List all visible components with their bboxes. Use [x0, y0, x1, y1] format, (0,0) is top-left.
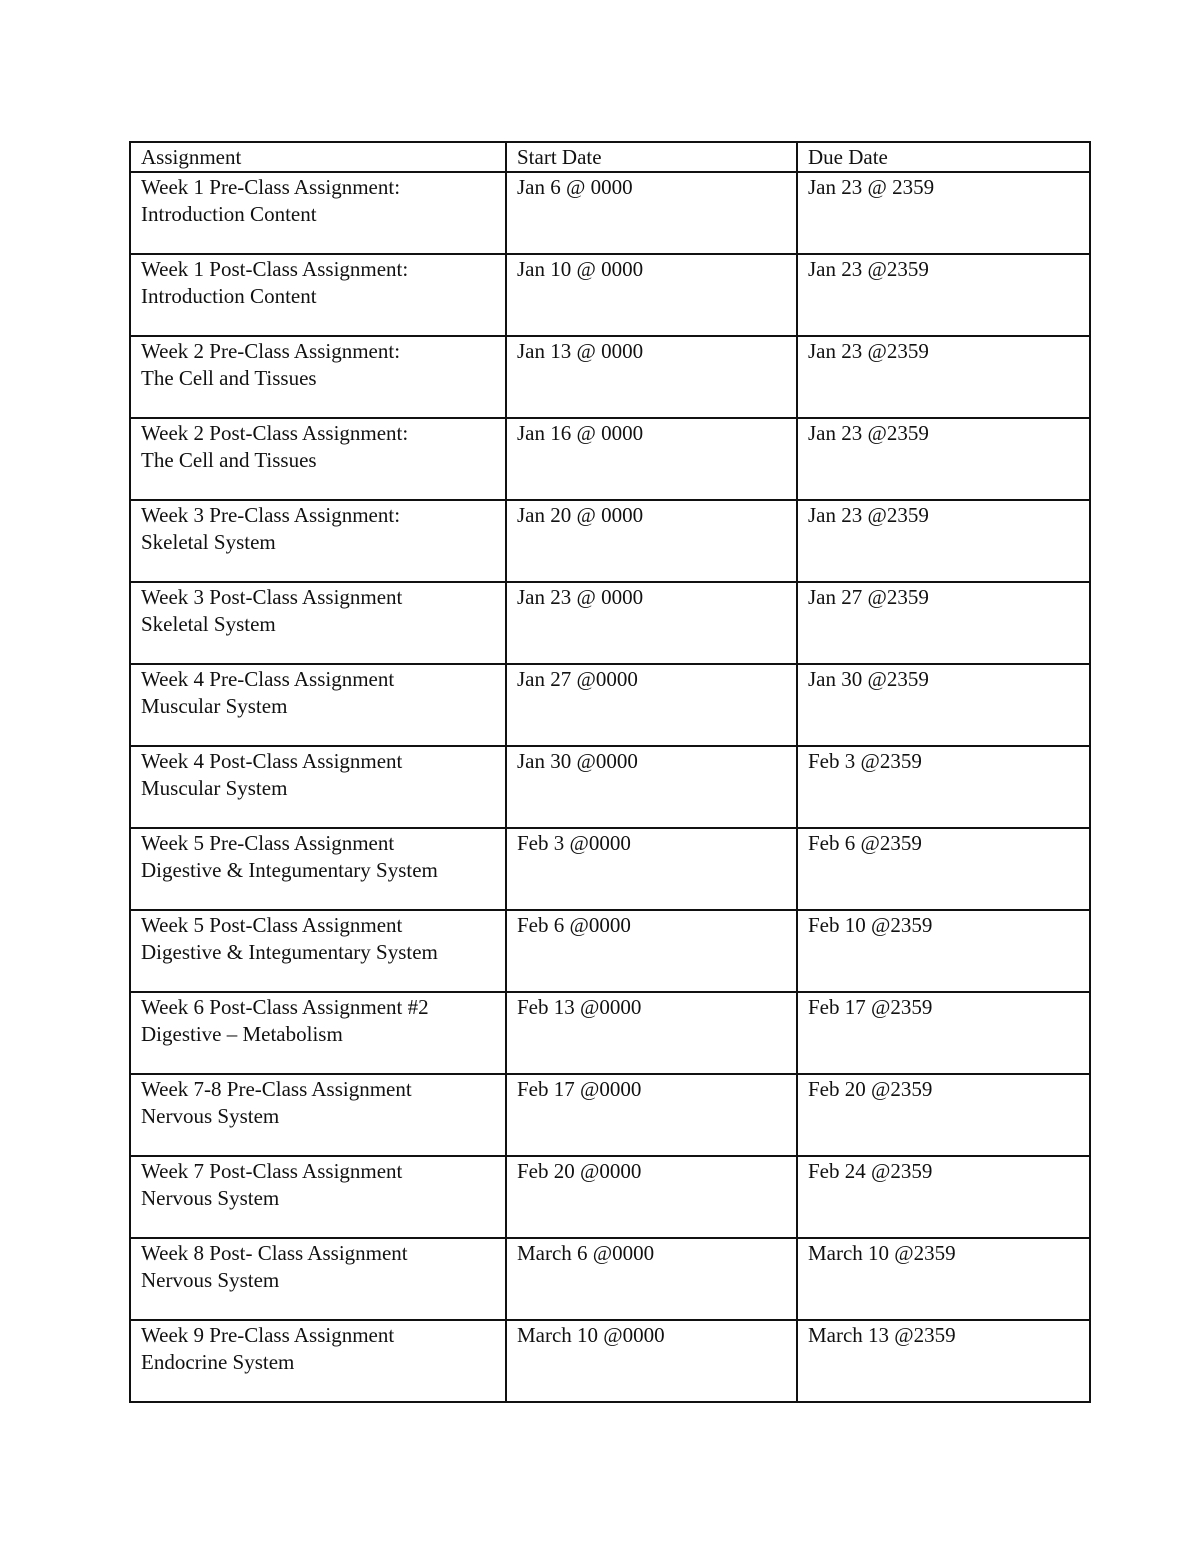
table-row [130, 1238, 1090, 1320]
assignment-cell [130, 172, 506, 254]
start-date-cell: Feb 20 @0000 [506, 1156, 797, 1238]
assignment-title: Week 4 Pre-Class Assignment [141, 667, 395, 691]
table-row [130, 336, 1090, 418]
due-date-cell: Jan 30 @2359 [797, 664, 1090, 746]
assignment-cell [130, 746, 506, 828]
assignment-topic: Digestive – Metabolism [141, 1022, 343, 1046]
assignment-cell [130, 500, 506, 582]
assignment-title: Week 2 Post-Class Assignment: [141, 421, 409, 445]
table-row [130, 992, 1090, 1074]
start-date-cell: Jan 10 @ 0000 [506, 254, 797, 336]
assignment-cell [130, 910, 506, 992]
due-date-cell: Feb 6 @2359 [797, 828, 1090, 910]
due-date-cell: Feb 20 @2359 [797, 1074, 1090, 1156]
assignment-cell [130, 828, 506, 910]
table-row [130, 1074, 1090, 1156]
assignment-topic: Nervous System [141, 1186, 280, 1210]
assignment-cell [130, 1320, 506, 1402]
assignment-topic: Endocrine System [141, 1350, 295, 1374]
assignment-title: Week 5 Pre-Class Assignment [141, 831, 395, 855]
start-date-cell: Jan 16 @ 0000 [506, 418, 797, 500]
table-row [130, 254, 1090, 336]
assignment-title: Week 9 Pre-Class Assignment [141, 1323, 395, 1347]
column-header-due-date: Due Date [797, 142, 1090, 172]
due-date-cell: Jan 23 @2359 [797, 500, 1090, 582]
assignment-topic: Nervous System [141, 1268, 280, 1292]
assignment-topic: Nervous System [141, 1104, 280, 1128]
due-date-cell: Feb 3 @2359 [797, 746, 1090, 828]
start-date-cell: March 6 @0000 [506, 1238, 797, 1320]
start-date-cell: Jan 23 @ 0000 [506, 582, 797, 664]
assignment-cell [130, 1156, 506, 1238]
table-row [130, 1320, 1090, 1402]
assignment-cell [130, 254, 506, 336]
assignment-title: Week 8 Post- Class Assignment [141, 1241, 408, 1265]
due-date-cell: March 13 @2359 [797, 1320, 1090, 1402]
table-row [130, 500, 1090, 582]
due-date-cell: March 10 @2359 [797, 1238, 1090, 1320]
table-header-row [130, 142, 1090, 172]
table-body [130, 172, 1090, 1402]
table-row [130, 910, 1090, 992]
assignment-topic: Muscular System [141, 694, 288, 718]
assignment-topic: Digestive & Integumentary System [141, 858, 438, 882]
table-row [130, 1156, 1090, 1238]
assignment-title: Week 4 Post-Class Assignment [141, 749, 403, 773]
table-row [130, 746, 1090, 828]
assignment-topic: Introduction Content [141, 202, 317, 226]
start-date-cell: March 10 @0000 [506, 1320, 797, 1402]
due-date-cell: Jan 23 @2359 [797, 254, 1090, 336]
table-row [130, 582, 1090, 664]
assignment-topic: Skeletal System [141, 530, 276, 554]
due-date-cell: Feb 17 @2359 [797, 992, 1090, 1074]
start-date-cell: Feb 13 @0000 [506, 992, 797, 1074]
start-date-cell: Jan 30 @0000 [506, 746, 797, 828]
assignment-cell [130, 664, 506, 746]
assignment-cell [130, 336, 506, 418]
assignment-title: Week 7-8 Pre-Class Assignment [141, 1077, 412, 1101]
start-date-cell: Jan 20 @ 0000 [506, 500, 797, 582]
due-date-cell: Jan 23 @2359 [797, 418, 1090, 500]
assignment-cell [130, 418, 506, 500]
due-date-cell: Jan 23 @2359 [797, 336, 1090, 418]
due-date-cell: Jan 27 @2359 [797, 582, 1090, 664]
start-date-cell: Feb 6 @0000 [506, 910, 797, 992]
table-row [130, 664, 1090, 746]
due-date-cell: Feb 10 @2359 [797, 910, 1090, 992]
due-date-cell: Feb 24 @2359 [797, 1156, 1090, 1238]
start-date-cell: Feb 17 @0000 [506, 1074, 797, 1156]
assignment-title: Week 3 Post-Class Assignment [141, 585, 403, 609]
assignment-cell [130, 1238, 506, 1320]
assignment-topic: Introduction Content [141, 284, 317, 308]
due-date-cell: Jan 23 @ 2359 [797, 172, 1090, 254]
assignment-title: Week 6 Post-Class Assignment #2 [141, 995, 429, 1019]
column-header-start-date: Start Date [506, 142, 797, 172]
assignment-title: Week 1 Pre-Class Assignment: [141, 175, 401, 199]
assignment-title: Week 2 Pre-Class Assignment: [141, 339, 401, 363]
assignment-topic: Muscular System [141, 776, 288, 800]
assignment-topic: The Cell and Tissues [141, 448, 317, 472]
table-row [130, 172, 1090, 254]
assignment-cell [130, 1074, 506, 1156]
assignment-title: Week 3 Pre-Class Assignment: [141, 503, 401, 527]
start-date-cell: Jan 6 @ 0000 [506, 172, 797, 254]
assignment-topic: Digestive & Integumentary System [141, 940, 438, 964]
assignment-title: Week 7 Post-Class Assignment [141, 1159, 403, 1183]
start-date-cell: Jan 13 @ 0000 [506, 336, 797, 418]
start-date-cell: Jan 27 @0000 [506, 664, 797, 746]
table-row [130, 828, 1090, 910]
assignment-cell [130, 582, 506, 664]
assignment-schedule-table [129, 141, 1091, 1403]
assignment-topic: Skeletal System [141, 612, 276, 636]
assignment-title: Week 1 Post-Class Assignment: [141, 257, 409, 281]
assignment-topic: The Cell and Tissues [141, 366, 317, 390]
assignment-title: Week 5 Post-Class Assignment [141, 913, 403, 937]
column-header-assignment: Assignment [130, 142, 506, 172]
start-date-cell: Feb 3 @0000 [506, 828, 797, 910]
table-row [130, 418, 1090, 500]
assignment-cell [130, 992, 506, 1074]
